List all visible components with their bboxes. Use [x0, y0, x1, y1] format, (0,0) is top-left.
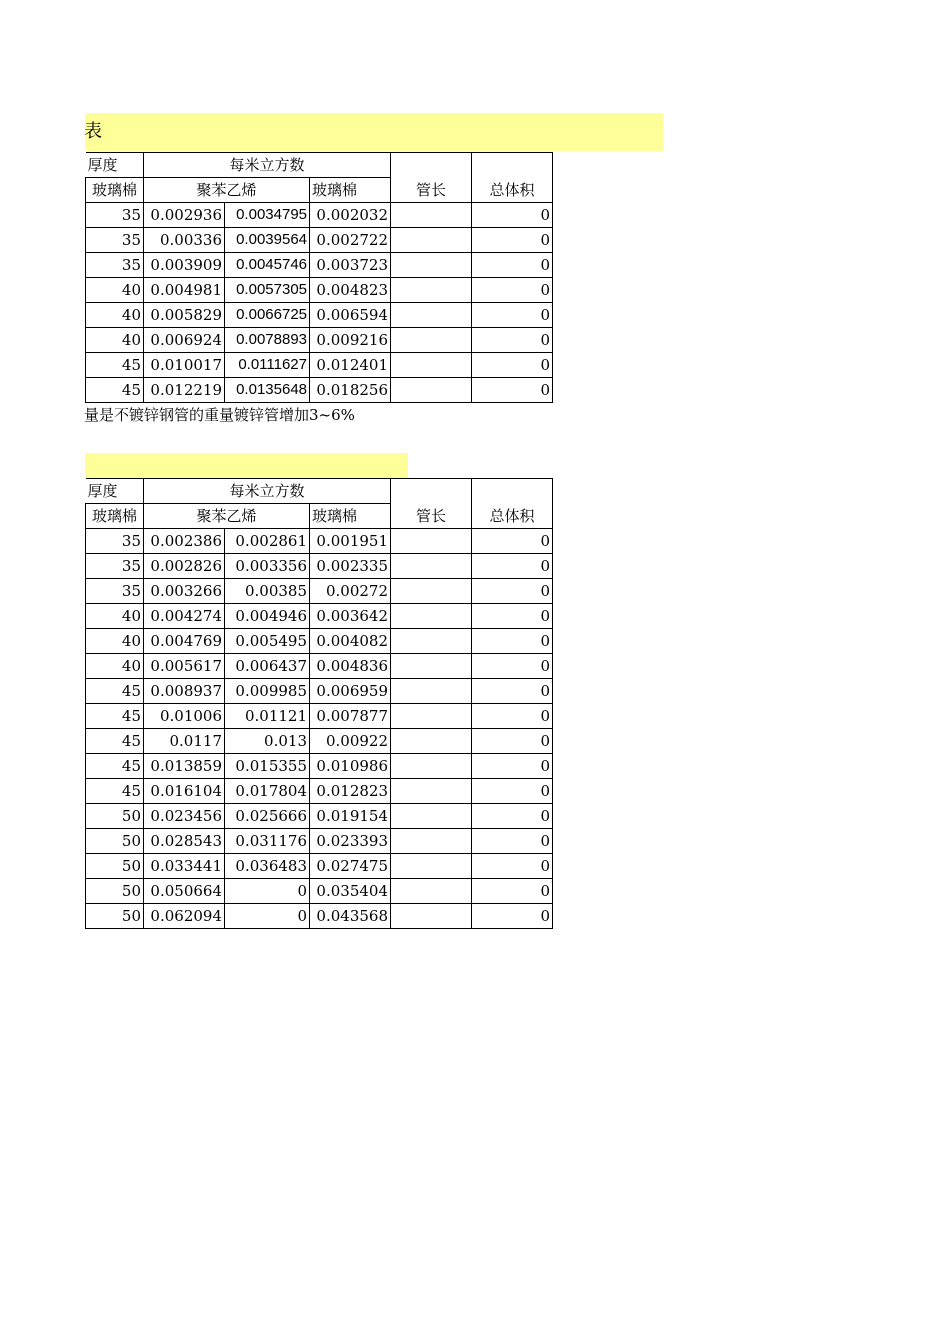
cell-value-b: 0.0135648 [225, 378, 310, 403]
cell-value-b: 0.00385 [225, 579, 310, 604]
cell-value-a: 0.012219 [144, 378, 225, 403]
cell-value-a: 0.0117 [144, 729, 225, 754]
cell-total-volume: 0 [472, 754, 553, 779]
cell-pipe-length [391, 203, 472, 228]
cell-pipe-length [391, 278, 472, 303]
cell-value-c: 0.00272 [310, 579, 391, 604]
cell-thickness: 50 [86, 904, 144, 929]
cell-pipe-length [391, 854, 472, 879]
cell-thickness: 50 [86, 879, 144, 904]
cell-pipe-length [391, 879, 472, 904]
table-row [86, 303, 553, 328]
cell-value-b: 0 [225, 904, 310, 929]
cell-total-volume: 0 [472, 729, 553, 754]
cell-pipe-length [391, 779, 472, 804]
cell-value-c: 0.043568 [310, 904, 391, 929]
table-row [86, 228, 553, 253]
cell-total-volume: 0 [472, 253, 553, 278]
cell-thickness: 35 [86, 203, 144, 228]
cell-thickness: 40 [86, 303, 144, 328]
table-row [86, 729, 553, 754]
cell-value-b: 0.0078893 [225, 328, 310, 353]
cell-value-a: 0.003909 [144, 253, 225, 278]
cell-value-b: 0.0057305 [225, 278, 310, 303]
header-thickness: 厚度 [86, 153, 144, 178]
cell-pipe-length [391, 629, 472, 654]
header-per-meter: 每米立方数 [144, 479, 391, 504]
table-row [86, 704, 553, 729]
table1 [85, 152, 553, 403]
cell-value-c: 0.003723 [310, 253, 391, 278]
header-polystyrene: 聚苯乙烯 [144, 504, 310, 529]
cell-total-volume: 0 [472, 378, 553, 403]
cell-thickness: 40 [86, 654, 144, 679]
cell-thickness: 35 [86, 228, 144, 253]
cell-total-volume: 0 [472, 854, 553, 879]
cell-total-volume: 0 [472, 779, 553, 804]
header-thickness: 厚度 [86, 479, 144, 504]
cell-value-a: 0.013859 [144, 754, 225, 779]
header-pipe-length: 管长 [391, 479, 472, 529]
cell-value-a: 0.004274 [144, 604, 225, 629]
cell-pipe-length [391, 829, 472, 854]
table1-note: 量是不镀锌钢管的重量镀锌管增加3~6% [84, 406, 355, 424]
cell-thickness: 40 [86, 629, 144, 654]
cell-total-volume: 0 [472, 303, 553, 328]
cell-value-b: 0.01121 [225, 704, 310, 729]
cell-pipe-length [391, 529, 472, 554]
table-row [86, 854, 553, 879]
cell-pipe-length [391, 253, 472, 278]
cell-pipe-length [391, 353, 472, 378]
cell-value-a: 0.00336 [144, 228, 225, 253]
cell-pipe-length [391, 328, 472, 353]
cell-total-volume: 0 [472, 829, 553, 854]
table-row [86, 829, 553, 854]
cell-value-a: 0.016104 [144, 779, 225, 804]
cell-value-a: 0.01006 [144, 704, 225, 729]
cell-thickness: 40 [86, 328, 144, 353]
cell-value-c: 0.001951 [310, 529, 391, 554]
cell-value-c: 0.035404 [310, 879, 391, 904]
cell-value-b: 0.006437 [225, 654, 310, 679]
cell-thickness: 45 [86, 353, 144, 378]
cell-value-b: 0.0045746 [225, 253, 310, 278]
cell-value-a: 0.002936 [144, 203, 225, 228]
cell-total-volume: 0 [472, 629, 553, 654]
table1-title-band [85, 113, 663, 151]
cell-value-c: 0.010986 [310, 754, 391, 779]
cell-value-c: 0.006594 [310, 303, 391, 328]
table2-title-band [85, 453, 408, 478]
cell-value-c: 0.007877 [310, 704, 391, 729]
cell-thickness: 50 [86, 804, 144, 829]
cell-value-a: 0.004981 [144, 278, 225, 303]
cell-value-b: 0.036483 [225, 854, 310, 879]
cell-value-b: 0 [225, 879, 310, 904]
cell-value-b: 0.015355 [225, 754, 310, 779]
table-row [86, 579, 553, 604]
cell-value-c: 0.027475 [310, 854, 391, 879]
table-row [86, 278, 553, 303]
table-row [86, 353, 553, 378]
header-polystyrene: 聚苯乙烯 [144, 178, 310, 203]
cell-value-a: 0.005617 [144, 654, 225, 679]
cell-thickness: 45 [86, 704, 144, 729]
cell-value-a: 0.002826 [144, 554, 225, 579]
cell-pipe-length [391, 654, 472, 679]
cell-thickness: 45 [86, 679, 144, 704]
header-total-volume: 总体积 [472, 153, 553, 203]
table-row [86, 804, 553, 829]
cell-total-volume: 0 [472, 278, 553, 303]
cell-value-a: 0.050664 [144, 879, 225, 904]
cell-value-c: 0.012401 [310, 353, 391, 378]
cell-pipe-length [391, 554, 472, 579]
cell-pipe-length [391, 679, 472, 704]
cell-value-b: 0.0066725 [225, 303, 310, 328]
cell-thickness: 35 [86, 579, 144, 604]
cell-thickness: 35 [86, 529, 144, 554]
header-glass-wool-2: 玻璃棉 [310, 178, 391, 203]
cell-total-volume: 0 [472, 203, 553, 228]
cell-pipe-length [391, 754, 472, 779]
cell-value-a: 0.010017 [144, 353, 225, 378]
cell-pipe-length [391, 303, 472, 328]
cell-value-c: 0.006959 [310, 679, 391, 704]
cell-pipe-length [391, 228, 472, 253]
cell-value-a: 0.023456 [144, 804, 225, 829]
table2 [85, 478, 553, 929]
cell-value-a: 0.006924 [144, 328, 225, 353]
cell-thickness: 40 [86, 604, 144, 629]
cell-value-c: 0.004823 [310, 278, 391, 303]
cell-value-a: 0.003266 [144, 579, 225, 604]
cell-value-b: 0.017804 [225, 779, 310, 804]
cell-value-c: 0.012823 [310, 779, 391, 804]
cell-value-b: 0.004946 [225, 604, 310, 629]
cell-total-volume: 0 [472, 604, 553, 629]
cell-thickness: 40 [86, 278, 144, 303]
cell-pipe-length [391, 604, 472, 629]
cell-total-volume: 0 [472, 579, 553, 604]
cell-thickness: 45 [86, 779, 144, 804]
cell-total-volume: 0 [472, 704, 553, 729]
cell-thickness: 45 [86, 378, 144, 403]
cell-value-b: 0.013 [225, 729, 310, 754]
table-row [86, 679, 553, 704]
cell-value-c: 0.002335 [310, 554, 391, 579]
table-row [86, 604, 553, 629]
cell-value-c: 0.019154 [310, 804, 391, 829]
header-per-meter: 每米立方数 [144, 153, 391, 178]
cell-total-volume: 0 [472, 879, 553, 904]
cell-total-volume: 0 [472, 904, 553, 929]
cell-total-volume: 0 [472, 529, 553, 554]
cell-value-a: 0.002386 [144, 529, 225, 554]
table-row [86, 754, 553, 779]
header-total-volume: 总体积 [472, 479, 553, 529]
cell-total-volume: 0 [472, 353, 553, 378]
cell-value-a: 0.028543 [144, 829, 225, 854]
table-row [86, 629, 553, 654]
cell-pipe-length [391, 904, 472, 929]
cell-value-c: 0.004836 [310, 654, 391, 679]
cell-value-b: 0.031176 [225, 829, 310, 854]
cell-value-c: 0.002032 [310, 203, 391, 228]
cell-value-b: 0.005495 [225, 629, 310, 654]
header-pipe-length: 管长 [391, 153, 472, 203]
table-row [86, 253, 553, 278]
header-glass-wool: 玻璃棉 [86, 504, 144, 529]
cell-total-volume: 0 [472, 679, 553, 704]
header-glass-wool-2: 玻璃棉 [310, 504, 391, 529]
cell-value-a: 0.062094 [144, 904, 225, 929]
table-row [86, 328, 553, 353]
cell-value-c: 0.003642 [310, 604, 391, 629]
cell-value-c: 0.004082 [310, 629, 391, 654]
cell-value-b: 0.025666 [225, 804, 310, 829]
cell-pipe-length [391, 378, 472, 403]
table-row [86, 554, 553, 579]
cell-total-volume: 0 [472, 654, 553, 679]
cell-value-b: 0.0111627 [225, 353, 310, 378]
cell-value-a: 0.005829 [144, 303, 225, 328]
cell-value-a: 0.033441 [144, 854, 225, 879]
cell-thickness: 50 [86, 854, 144, 879]
table-row [86, 203, 553, 228]
table-row [86, 654, 553, 679]
cell-value-c: 0.009216 [310, 328, 391, 353]
cell-total-volume: 0 [472, 228, 553, 253]
cell-value-b: 0.0034795 [225, 203, 310, 228]
table-row [86, 879, 553, 904]
cell-value-a: 0.004769 [144, 629, 225, 654]
header-glass-wool: 玻璃棉 [86, 178, 144, 203]
cell-value-b: 0.009985 [225, 679, 310, 704]
cell-pipe-length [391, 579, 472, 604]
cell-value-c: 0.002722 [310, 228, 391, 253]
table-row [86, 378, 553, 403]
table-row [86, 779, 553, 804]
cell-total-volume: 0 [472, 554, 553, 579]
cell-thickness: 35 [86, 253, 144, 278]
table-row [86, 529, 553, 554]
table-row [86, 904, 553, 929]
cell-thickness: 50 [86, 829, 144, 854]
cell-value-b: 0.0039564 [225, 228, 310, 253]
cell-value-c: 0.00922 [310, 729, 391, 754]
cell-total-volume: 0 [472, 328, 553, 353]
cell-value-b: 0.003356 [225, 554, 310, 579]
table1-title: 表 [84, 121, 102, 142]
cell-value-c: 0.023393 [310, 829, 391, 854]
cell-pipe-length [391, 704, 472, 729]
cell-thickness: 35 [86, 554, 144, 579]
cell-total-volume: 0 [472, 804, 553, 829]
cell-value-b: 0.002861 [225, 529, 310, 554]
cell-thickness: 45 [86, 754, 144, 779]
cell-pipe-length [391, 729, 472, 754]
cell-pipe-length [391, 804, 472, 829]
cell-value-a: 0.008937 [144, 679, 225, 704]
cell-thickness: 45 [86, 729, 144, 754]
cell-value-c: 0.018256 [310, 378, 391, 403]
